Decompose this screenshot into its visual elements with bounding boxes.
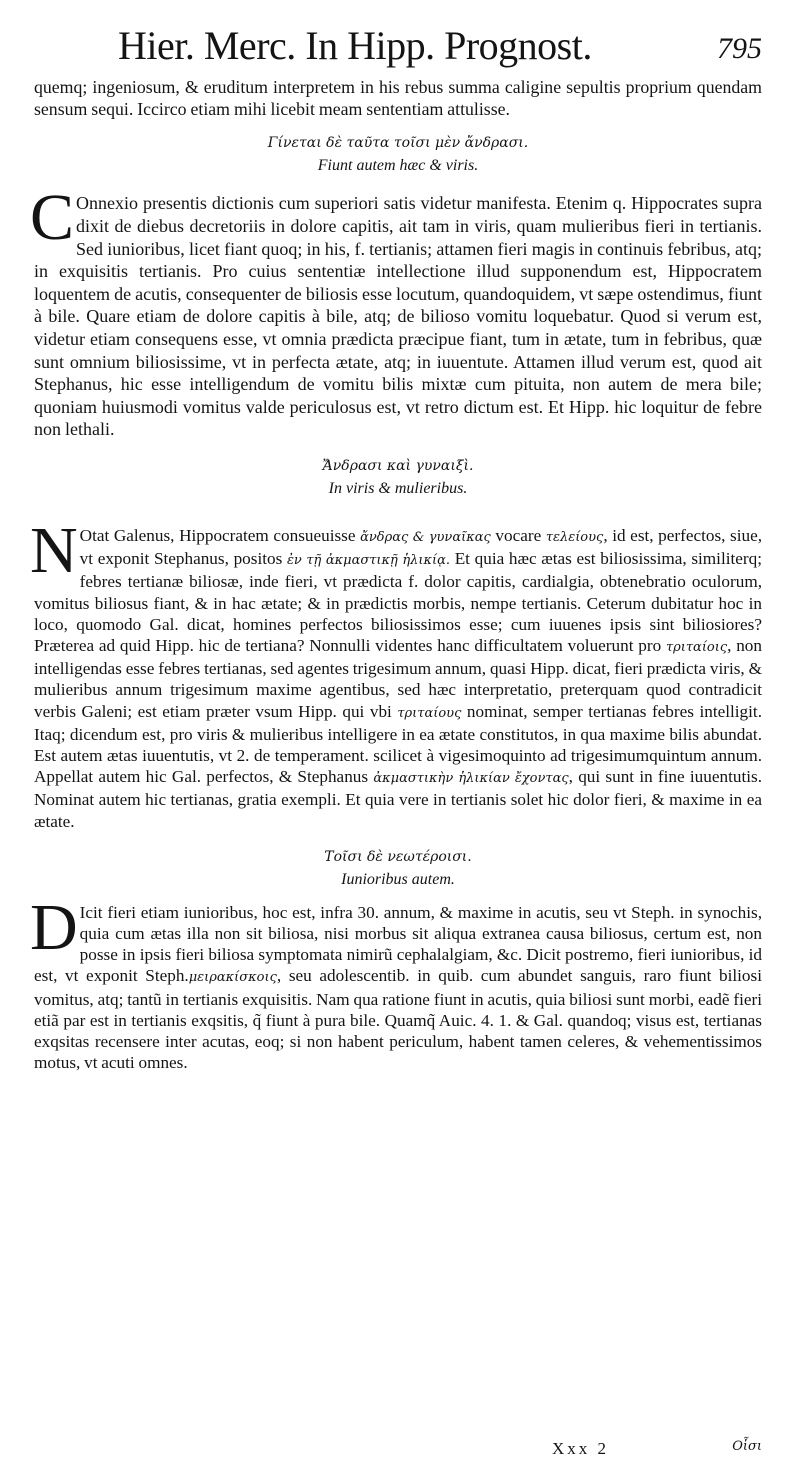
page-footer (34, 1439, 762, 1463)
lemma-greek: Τοῖσι δὲ νεωτέροισι. (324, 848, 472, 865)
running-title: Hier. Merc. In Hipp. Prognost. (118, 23, 592, 68)
signature-mark: Xxx 2 (552, 1439, 610, 1458)
greek-inline: ἄνδρας & γυναῖκας (360, 529, 491, 545)
greek-inline: τριταίοις (665, 639, 728, 655)
running-head (34, 18, 762, 76)
lemma-greek: Ἄνδρασι καὶ γυναιξὶ. (322, 457, 474, 474)
page-number: 795 (717, 32, 762, 65)
greek-inline: τριταίους (397, 705, 462, 721)
paragraph-continued: quemq; ingeniosum, & eruditum interpretem in his rebus summa caligine sepultis proprium quendam sensum sequi. Iccirco etiam mihi licebit meam sententiam attulisse. (34, 77, 762, 120)
lemma-latin: Iunioribus autem. (341, 870, 455, 888)
drop-cap-initial: N (30, 513, 78, 587)
commentary-3 (30, 890, 762, 1074)
lemma-greek: Γίνεται δὲ ταῦτα τοῖσι μὲν ἄνδρασι. (267, 135, 529, 152)
commentary-2 (30, 513, 763, 832)
greek-inline: τελείους (545, 529, 604, 545)
lemma-3 (34, 846, 762, 892)
greek-inline: μειρακίσκοις (188, 970, 277, 986)
greek-inline: ἀκμαστικὴν ἡλικίαν ἔχοντας (373, 771, 569, 787)
drop-cap-initial: C (30, 181, 75, 255)
commentary-1 (30, 181, 762, 441)
lemma-2 (34, 455, 762, 501)
lemma-latin: In viris & mulieribus. (328, 479, 468, 497)
catchword: Οἷσι (732, 1439, 762, 1454)
commentary-text: Otat Galenus, Hippocratem consueuisse ἄνδρας & γυναῖκας vocare τελείους, id est, perfectos, siue, vt exponit Stephanus, positos ἐν τῇ ἀκμαστικῇ ἡλικίᾳ. Et quia hæc ætas est biliosissima, similiterq; febres tertianæ biliosæ, inde fieri, vt prædicta f. dolor capitis, cardialgia, obtenebratio oculorum, vomitus biliosus fiant, & in hac ætate; & in prædictis morbis, nempe tertianis. Ceterum dubitatur hoc in loco, quomodo Gal. dicat, homines perfectos biliosissimos esse; cum iuuenes ipsis sint biliosiores? Præterea ad quid Hipp. hic de tertiana? Nonnulli videntes hanc difficultatem voluerunt pro τριταίοις, non intelligendas esse febres tertianas, sed agentes trigesimum annum, quasi Hipp. dicat, fieri prædicta viris, & mulieribus annum trigesimum maxime agentibus, sed hæc interpretatio, preterquam quod contradicit verbis Galeni; est etiam præter vsum Hipp. qui vbi τριταίους nominat, semper tertianas febres intelligit. Itaq; dicendum est, pro viris & mulieribus intelligere in ea ætate constitutos, in qua maxime bilis abundat. Est autem ætas iuuentutis, vt 2. de temperament. scilicet à vigesimoquinto ad trigesimumquintum annum. Appellat autem hic Gal. perfectos, & Stephanus ἀκμαστικὴν ἡλικίαν ἔχοντας, qui sunt in fine iuuentutis. Nominat autem hic tertianas, gratia exempli. Et quia vere in tertianis solet hic dolor fieri, & maxime in ea ætate. (34, 525, 763, 831)
commentary-text: Icit fieri etiam iunioribus, hoc est, infra 30. annum, & maxime in acutis, seu vt Steph. in synochis, quia cum ætas illa non sit biliosa, nisi morbus sit aliqua extranea causa biliosus, certum est, non posse in ipsis fieri biliosa symptomata nimirũ cephalalgiam, &c. Dicit postremo, fieri iunioribus, id est, vt exponit Steph.μειρακίσκοις, seu adolescentib. in quib. cum abundet sanguis, raro fiunt biliosi vomitus, atq; tantũ in tertianis exquisitis. Nam qua ratione fiunt in acutis, quia biliosi sunt morbi, eadẽ fieri etiã par est in tertianis exqsitis, q̃ fiunt à pura bile. Quamq̃ Auic. 4. 1. & Gal. quandoq; visus est, tertianas exqsitas recensere inter acutas, eoq; si non habent periculum, habent tamen celeres, & vehementissimos motus, vt acuti omnes. (34, 902, 762, 1073)
lemma-latin: Fiunt autem hæc & viris. (317, 157, 479, 175)
greek-inline: ἐν τῇ ἀκμαστικῇ ἡλικίᾳ. (286, 553, 451, 569)
lemma-1 (34, 132, 762, 178)
commentary-text: Onnexio presentis dictionis cum superiori satis videtur manifesta. Etenim q. Hippocrates supra dixit de diebus decretoriis in dolore capitis, ait tam in viris, quam mulieribus fieri in tertianis. Sed iunioribus, licet fiant quoq; in his, f. tertianis; attamen fieri magis in continuis febribus, atq; in exquisitis tertianis. Pro cuius sententiæ intellectione illud supponendum est, Hippocratem loquentem de acutis, consequenter de biliosis esse locutum, quandoquidem, vt sæpe ostendimus, fiunt à bile. Quare etiam de dolore capitis à bile, atq; de bilioso vomitu loquebatur. Quod si verum est, videtur etiam consequens esse, vt omnia prædicta præcipue fiant, tum in ætate, tum in febribus, quæ sunt omnium biliosissime, vt in perfecta ætate, atq; in iuuentute. Attamen illud verum est, quod ait Stephanus, hic esse intelligendum de vomitu bilis mixtæ cum pituita, non autem de mera bile; quoniam huiusmodi vomitus valde periculosus est, vt retro dictum est. Et Hipp. hic loquitur de febre non lethali. (34, 193, 762, 440)
drop-cap-initial: D (30, 890, 78, 964)
